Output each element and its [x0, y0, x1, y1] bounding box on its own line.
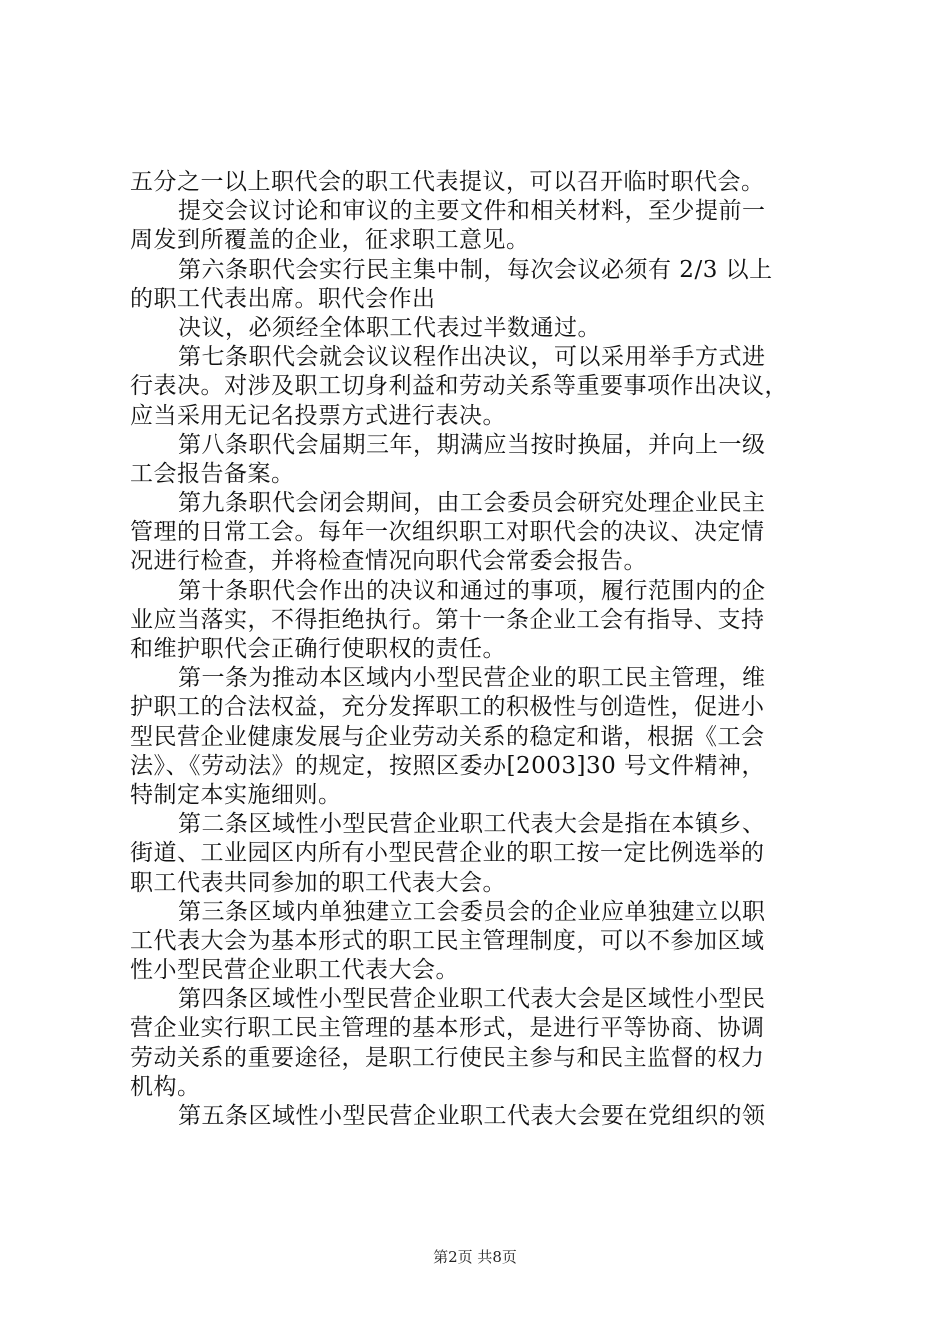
text-line: 第七条职代会就会议议程作出决议，可以采用举手方式进 [178, 344, 766, 371]
text-line: 应当采用无记名投票方式进行表决。 [130, 402, 506, 429]
text-line: 管理的日常工会。每年一次组织职工对职代会的决议、决定情 [130, 519, 765, 546]
text-line: 行表决。对涉及职工切身利益和劳动关系等重要事项作出决议， [130, 373, 788, 400]
text-line: 营企业实行职工民主管理的基本形式，是进行平等协商、协调 [130, 1015, 765, 1042]
text-line: 第三条区域内单独建立工会委员会的企业应单独建立以职 [178, 898, 766, 925]
text-line: 护职工的合法权益，充分发挥职工的积极性与创造性，促进小 [130, 694, 765, 721]
text-line: 和维护职代会正确行使职权的责任。 [130, 636, 506, 662]
text-line: 第八条职代会届期三年，期满应当按时换届，并向上一级 [178, 431, 766, 458]
text-line: 特制定本实施细则。 [130, 781, 342, 808]
text-line: 的职工代表出席。职代会作出 [130, 285, 436, 312]
text-line: 第九条职代会闭会期间，由工会委员会研究处理企业民主 [178, 490, 766, 517]
text-line: 劳动关系的重要途径，是职工行使民主参与和民主监督的权力 [130, 1044, 765, 1071]
text-line: 第十条职代会作出的决议和通过的事项，履行范围内的企 [178, 577, 766, 604]
text-line: 第五条区域性小型民营企业职工代表大会要在党组织的领 [178, 1103, 766, 1129]
text-line: 第一条为推动本区域内小型民营企业的职工民主管理，维 [178, 665, 766, 692]
text-line: 法》、《劳动法》的规定，按照区委办[2003]30 号文件精神， [130, 752, 766, 779]
page-number-footer: 第2页 共8页 [433, 1248, 517, 1266]
text-line: 周发到所覆盖的企业，征求职工意见。 [130, 227, 530, 254]
text-line: 五分之一以上职代会的职工代表提议，可以召开临时职代会。 [130, 169, 765, 195]
text-line: 况进行检查，并将检查情况向职代会常委会报告。 [130, 548, 647, 575]
text-line: 第二条区域性小型民营企业职工代表大会是指在本镇乡、 [178, 811, 766, 838]
text-line: 工会报告备案。 [130, 460, 295, 487]
text-line: 决议，必须经全体职工代表过半数通过。 [178, 314, 601, 341]
text-line: 机构。 [130, 1073, 201, 1100]
text-line: 业应当落实，不得拒绝执行。第十一条企业工会有指导、支持 [130, 606, 765, 633]
text-line: 工代表大会为基本形式的职工民主管理制度，可以不参加区域 [130, 927, 765, 954]
text-line: 街道、工业园区内所有小型民营企业的职工按一定比例选举的 [130, 840, 765, 867]
text-line: 第六条职代会实行民主集中制，每次会议必须有 2/3 以上 [178, 256, 773, 283]
text-line: 型民营企业健康发展与企业劳动关系的稳定和谐，根据《工会 [130, 723, 765, 750]
text-line: 性小型民营企业职工代表大会。 [130, 957, 459, 984]
text-line: 职工代表共同参加的职工代表大会。 [130, 869, 506, 896]
text-line: 提交会议讨论和审议的主要文件和相关材料，至少提前一 [178, 198, 766, 225]
text-line: 第四条区域性小型民营企业职工代表大会是区域性小型民 [178, 986, 766, 1013]
document-body [130, 168, 830, 1131]
